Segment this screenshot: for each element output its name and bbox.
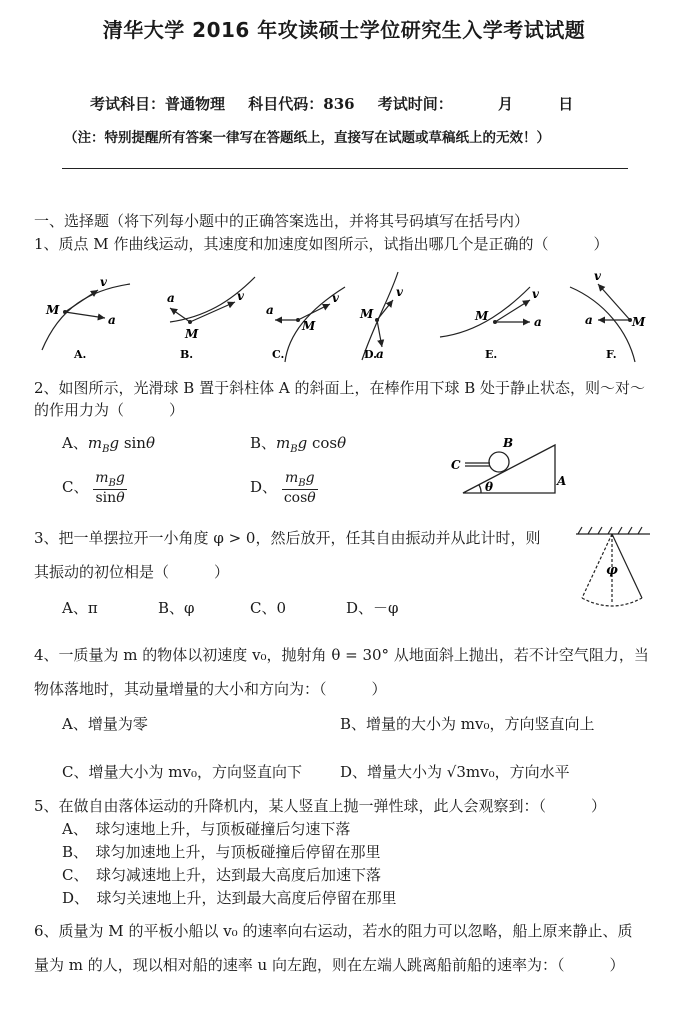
q5-option-d: D、 球匀关速地上升，达到最大高度后停留在那里 (62, 889, 397, 907)
q5-option-b: B、 球匀加速地上升，与顶板碰撞后停留在那里 (62, 843, 381, 861)
fig-e-acc: a (534, 315, 542, 329)
q5-option-a: A、 球匀速地上升，与顶板碰撞后匀速下落 (62, 820, 351, 838)
fig-d-vel: v (396, 285, 403, 299)
fig-label-d: D. (364, 348, 377, 361)
header-divider (62, 168, 628, 169)
exam-meta (90, 93, 591, 114)
fig-f-acc: a (585, 313, 593, 327)
fig-d-point: M (360, 307, 374, 321)
fig-label-e: E. (485, 348, 498, 361)
question-2-line1: 2、如图所示，光滑球 B 置于斜柱体 A 的斜面上，在棒作用下球 B 处于静止状态，则～对～ (34, 379, 646, 397)
fig-b-acc: a (167, 291, 175, 305)
q2-option-a-label: A、 (62, 434, 88, 452)
day-label: 日 (558, 95, 574, 113)
q2-option-d-label: D、 (250, 477, 278, 496)
q3-option-a: A、π (62, 599, 98, 617)
subject-label: 考试科目：普通物理 (90, 95, 226, 113)
fig-f-vel: v (594, 269, 601, 283)
q2-option-b-label: B、 (250, 434, 277, 452)
fig-f-point: M (632, 315, 646, 329)
exam-title: 清华大学 2016 年攻读硕士学位研究生入学考试试题 (102, 18, 586, 42)
question-5-text: 5、在做自由落体运动的升降机内，某人竖直上抛一弹性球，此人会观察到：（ ） (34, 797, 607, 815)
q3-pendulum-figure (568, 522, 658, 612)
q3-option-d: D、－φ (346, 599, 399, 617)
question-4-line2: 物体落地时，其动量增量的大小和方向为：（ ） (34, 680, 387, 698)
q1-figures (30, 262, 670, 372)
fig-c-vel: v (332, 291, 339, 305)
fig-phi: φ (606, 563, 618, 578)
q2-figure (445, 435, 575, 500)
fig-d-acc: a (376, 347, 384, 361)
q2-option-a: A、$m_Bg$ sinθ (62, 434, 156, 455)
fig-label-f: F. (606, 348, 617, 361)
q5-option-c: C、 球匀减速地上升，达到最大高度后加速下落 (62, 866, 381, 884)
fig-wedge-a: A (557, 474, 567, 488)
fig-c-acc: a (266, 303, 274, 317)
question-6-line1: 6、质量为 M 的平板小船以 v₀ 的速率向右运动，若水的阻力可以忽略，船上原来静止、质 (34, 922, 633, 940)
q4-option-d: D、增量大小为 √3mv₀，方向水平 (340, 763, 570, 781)
q3-option-b: B、φ (158, 599, 195, 617)
fig-c-point: M (302, 319, 316, 333)
question-3-line2: 其振动的初位相是（ ） (34, 563, 230, 581)
q2-option-c: C、 $\frac{m_Bg}{\sin\theta}$ (62, 470, 125, 506)
subject-code: 科目代码：836 (248, 95, 355, 113)
fig-a-vel: v (100, 275, 107, 289)
q4-option-c: C、增量大小为 mv₀，方向竖直向下 (62, 763, 302, 781)
fig-ball-b: B (503, 436, 514, 450)
q4-option-a: A、增量为零 (62, 715, 148, 733)
month-label: 月 (498, 95, 514, 113)
fig-b-point: M (185, 327, 199, 341)
q2-option-b: B、$m_Bg$ cosθ (250, 434, 347, 455)
fig-label-b: B. (180, 348, 194, 361)
question-3-line1: 3、把一单摆拉开一小角度 φ > 0，然后放开，任其自由振动并从此计时，则 (34, 529, 541, 547)
q3-option-c: C、0 (250, 599, 287, 617)
fig-rod-c: C (451, 458, 461, 472)
fig-b-vel: v (237, 289, 244, 303)
question-2-line2: 的作用力为（ ） (34, 401, 185, 419)
fig-a-acc: a (108, 313, 116, 327)
question-1-text: 1、质点 M 作曲线运动，其速度和加速度如图所示，试指出哪几个是正确的（ ） (34, 235, 609, 253)
fig-label-c: C. (272, 348, 285, 361)
fig-e-point: M (475, 309, 489, 323)
exam-time-label: 考试时间： (377, 95, 453, 113)
fig-theta: θ (485, 480, 494, 494)
question-6-line2: 量为 m 的人，现以相对船的速率 u 向左跑，则在左端人跳离船前船的速率为：（ ） (34, 956, 625, 974)
fig-e-vel: v (532, 287, 539, 301)
q4-option-b: B、增量的大小为 mv₀，方向竖直向上 (340, 715, 595, 733)
exam-note: （注：特别提醒所有答案一律写在答题纸上，直接写在试题或草稿纸上的无效！） (64, 130, 550, 146)
question-4-line1: 4、一质量为 m 的物体以初速度 v₀，抛射角 θ = 30° 从地面斜上抛出，若不计空气阻力，当 (34, 646, 649, 664)
fig-a-point: M (46, 303, 60, 317)
fig-label-a: A. (74, 348, 87, 361)
q2-option-d: D、 $\frac{m_Bg}{\cos\theta}$ (250, 470, 316, 506)
section-heading: 一、选择题（将下列每小题中的正确答案选出，并将其号码填写在括号内） (34, 212, 530, 230)
q2-option-c-label: C、 (62, 477, 89, 496)
